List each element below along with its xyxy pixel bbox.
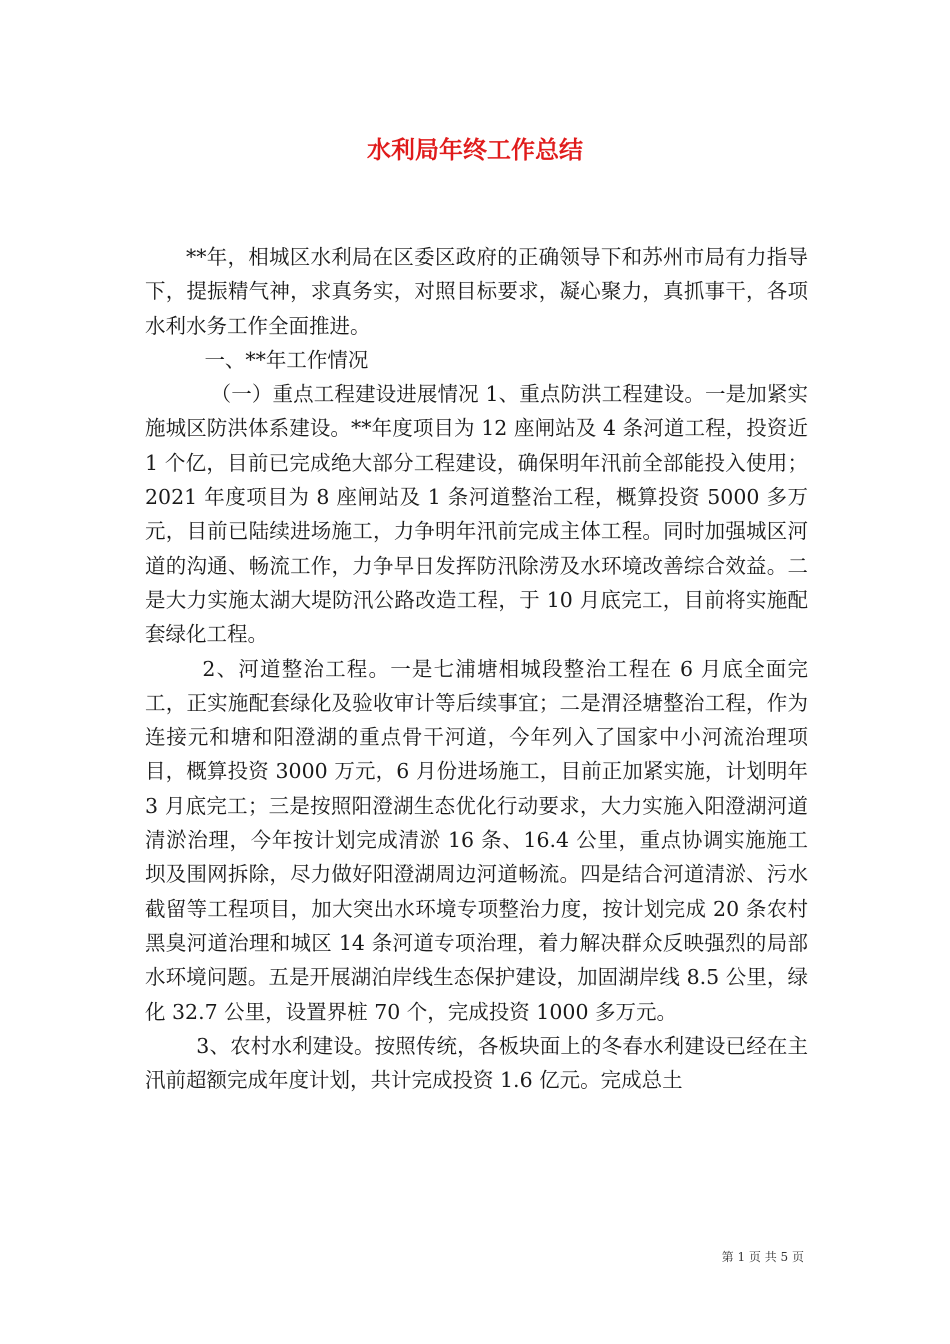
paragraph-intro: **年，相城区水利局在区委区政府的正确领导下和苏州市局有力指导下，提振精气神，求真务实，对照目标要求，凝心聚力，真抓事干，各项水利水务工作全面推进。 <box>145 245 808 338</box>
page-number: 第 1 页 共 5 页 <box>721 1250 804 1264</box>
paragraph-rural-water: 3、农村水利建设。按照传统，各板块面上的冬春水利建设已经在主汛前超额完成年度计划，共计完成投资 1.6 亿元。完成总土 <box>145 1033 808 1093</box>
paragraph-flood-control: （一）重点工程建设进展情况 1、重点防洪工程建设。一是加紧实施城区防洪体系建设。**年度项目为 12 座闸站及 4 条河道工程，投资近 1 个亿，目前已完成绝大部分工程建设，确保明年汛前全部能投入使用；2021 年度项目为 8 座闸站及 1 条河道整治工程，概算投资 5000 多万元，目前已陆续进场施工，力争明年汛前完成主体工程。同时加强城区河道的沟通、畅流工作，力争早日发挥防汛除涝及水环境改善综合效益。二是大力实施太湖大堤防汛公路改造工程，于 10 月底完工，目前将实施配套绿化工程。 <box>145 382 808 647</box>
document-body <box>145 240 808 1097</box>
paragraph-river-regulation: 2、河道整治工程。一是七浦塘相城段整治工程在 6 月底全面完工，正实施配套绿化及验收审计等后续事宜；二是渭泾塘整治工程，作为连接元和塘和阳澄湖的重点骨干河道，今年列入了国家中小河流治理项目，概算投资 3000 万元，6 月份进场施工，目前正加紧实施，计划明年 3 月底完工；三是按照阳澄湖生态优化行动要求，大力实施入阳澄湖河道清淤治理，今年按计划完成清淤 16 条、16.4 公里，重点协调实施施工坝及围网拆除，尽力做好阳澄湖周边河道畅流。四是结合河道清淤、污水截留等工程项目，加大突出水环境专项整治力度，按计划完成 20 条农村黑臭河道治理和城区 14 条河道专项治理，着力解决群众反映强烈的局部水环境问题。五是开展湖泊岸线生态保护建设，加固湖岸线 8.5 公里，绿化 32.7 公里，设置界桩 70 个，完成投资 1000 多万元。 <box>145 656 808 1024</box>
section-heading: 一、**年工作情况 <box>204 347 369 372</box>
page-title: 水利局年终工作总结 <box>367 136 583 164</box>
